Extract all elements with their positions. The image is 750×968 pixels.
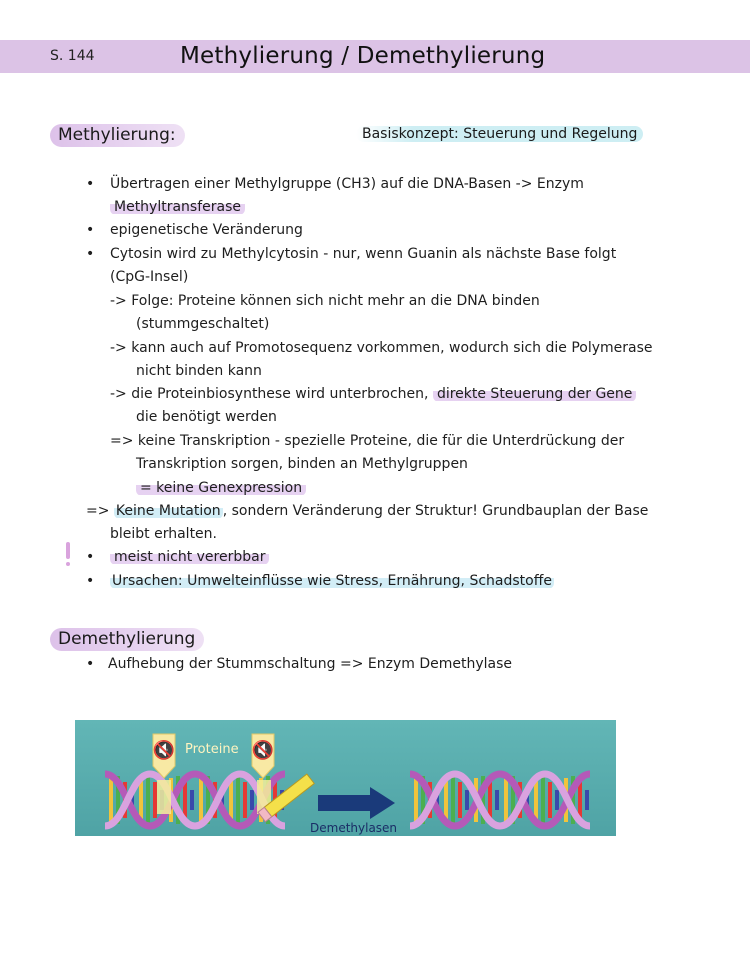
bullet-line: epigenetische Veränderung bbox=[110, 222, 303, 238]
section-heading-demethylierung: Demethylierung bbox=[50, 628, 204, 651]
text-proteinbiosynthese: -> die Proteinbiosynthese wird unterbrochen, bbox=[110, 386, 433, 402]
illustration-svg bbox=[75, 720, 616, 836]
conclusion-line bbox=[86, 502, 648, 520]
sub-line-cont: die benötigt werden bbox=[136, 409, 277, 425]
bullet-line: Cytosin wird zu Methylcytosin - nur, wenn Guanin als nächste Base folgt bbox=[110, 246, 617, 262]
highlight-nicht-vererbbar: meist nicht vererbbar bbox=[110, 549, 269, 565]
bullet-dot: • bbox=[86, 656, 95, 672]
highlight-methyltransferase: Methyltransferase bbox=[110, 199, 245, 215]
bullet-line bbox=[110, 548, 269, 566]
page-reference: S. 144 bbox=[50, 48, 95, 64]
sub-line bbox=[110, 385, 636, 403]
basiskonzept-label: Basiskonzept: Steuerung und Regelung bbox=[356, 126, 643, 142]
bullet-line bbox=[110, 175, 584, 193]
proteine-label: Proteine bbox=[185, 742, 239, 757]
sub-line: -> Folge: Proteine können sich nicht mehr an die DNA binden bbox=[110, 293, 540, 309]
bullet-line-cont: (CpG-Insel) bbox=[110, 269, 189, 285]
bullet-dot: • bbox=[86, 549, 95, 565]
sub-line-cont bbox=[136, 479, 306, 497]
sub-line: => keine Transkription - spezielle Proteine, die für die Unterdrückung der bbox=[110, 433, 625, 449]
mute-speaker-icon: 🔇 bbox=[251, 740, 275, 761]
bullet-line bbox=[110, 572, 554, 590]
text-arrow: => bbox=[86, 503, 114, 519]
text-methylgruppe: Übertragen einer Methylgruppe (CH3) auf die DNA-Basen -> Enzym bbox=[110, 176, 584, 192]
highlight-keine-genexpression: = keine Genexpression bbox=[136, 480, 306, 496]
exclamation-mark-icon bbox=[66, 542, 70, 559]
sub-line-cont: Transkription sorgen, binden an Methylgruppen bbox=[136, 456, 468, 472]
exclamation-dot-icon bbox=[66, 562, 70, 566]
demethylation-illustration bbox=[75, 720, 616, 836]
bullet-dot: • bbox=[86, 222, 95, 238]
conclusion-line-cont: bleibt erhalten. bbox=[110, 526, 217, 542]
highlight-keine-mutation: Keine Mutation bbox=[115, 503, 221, 519]
bullet-line-cont bbox=[110, 198, 245, 216]
bullet-dot: • bbox=[86, 246, 95, 262]
sub-line-cont: (stummgeschaltet) bbox=[136, 316, 270, 332]
highlight-direkte-steuerung: direkte Steuerung der Gene bbox=[433, 386, 636, 402]
bullet-dot: • bbox=[86, 573, 95, 589]
sub-line-cont: nicht binden kann bbox=[136, 363, 262, 379]
demethylasen-label: Demethylasen bbox=[310, 821, 398, 835]
bullet-line: Aufhebung der Stummschaltung => Enzym Demethylase bbox=[108, 656, 512, 672]
highlight-ursachen: Ursachen: Umwelteinflüsse wie Stress, Ernährung, Schadstoffe bbox=[112, 573, 552, 589]
page-title: Methylierung / Demethylierung bbox=[180, 43, 546, 69]
text-veraenderung: , sondern Veränderung der Struktur! Grundbauplan der Base bbox=[222, 503, 649, 519]
bullet-dot: • bbox=[86, 176, 95, 192]
sub-line: -> kann auch auf Promotosequenz vorkommen, wodurch sich die Polymerase bbox=[110, 340, 653, 356]
section-heading-methylierung: Methylierung: bbox=[50, 124, 185, 147]
mute-speaker-icon: 🔇 bbox=[152, 740, 176, 761]
